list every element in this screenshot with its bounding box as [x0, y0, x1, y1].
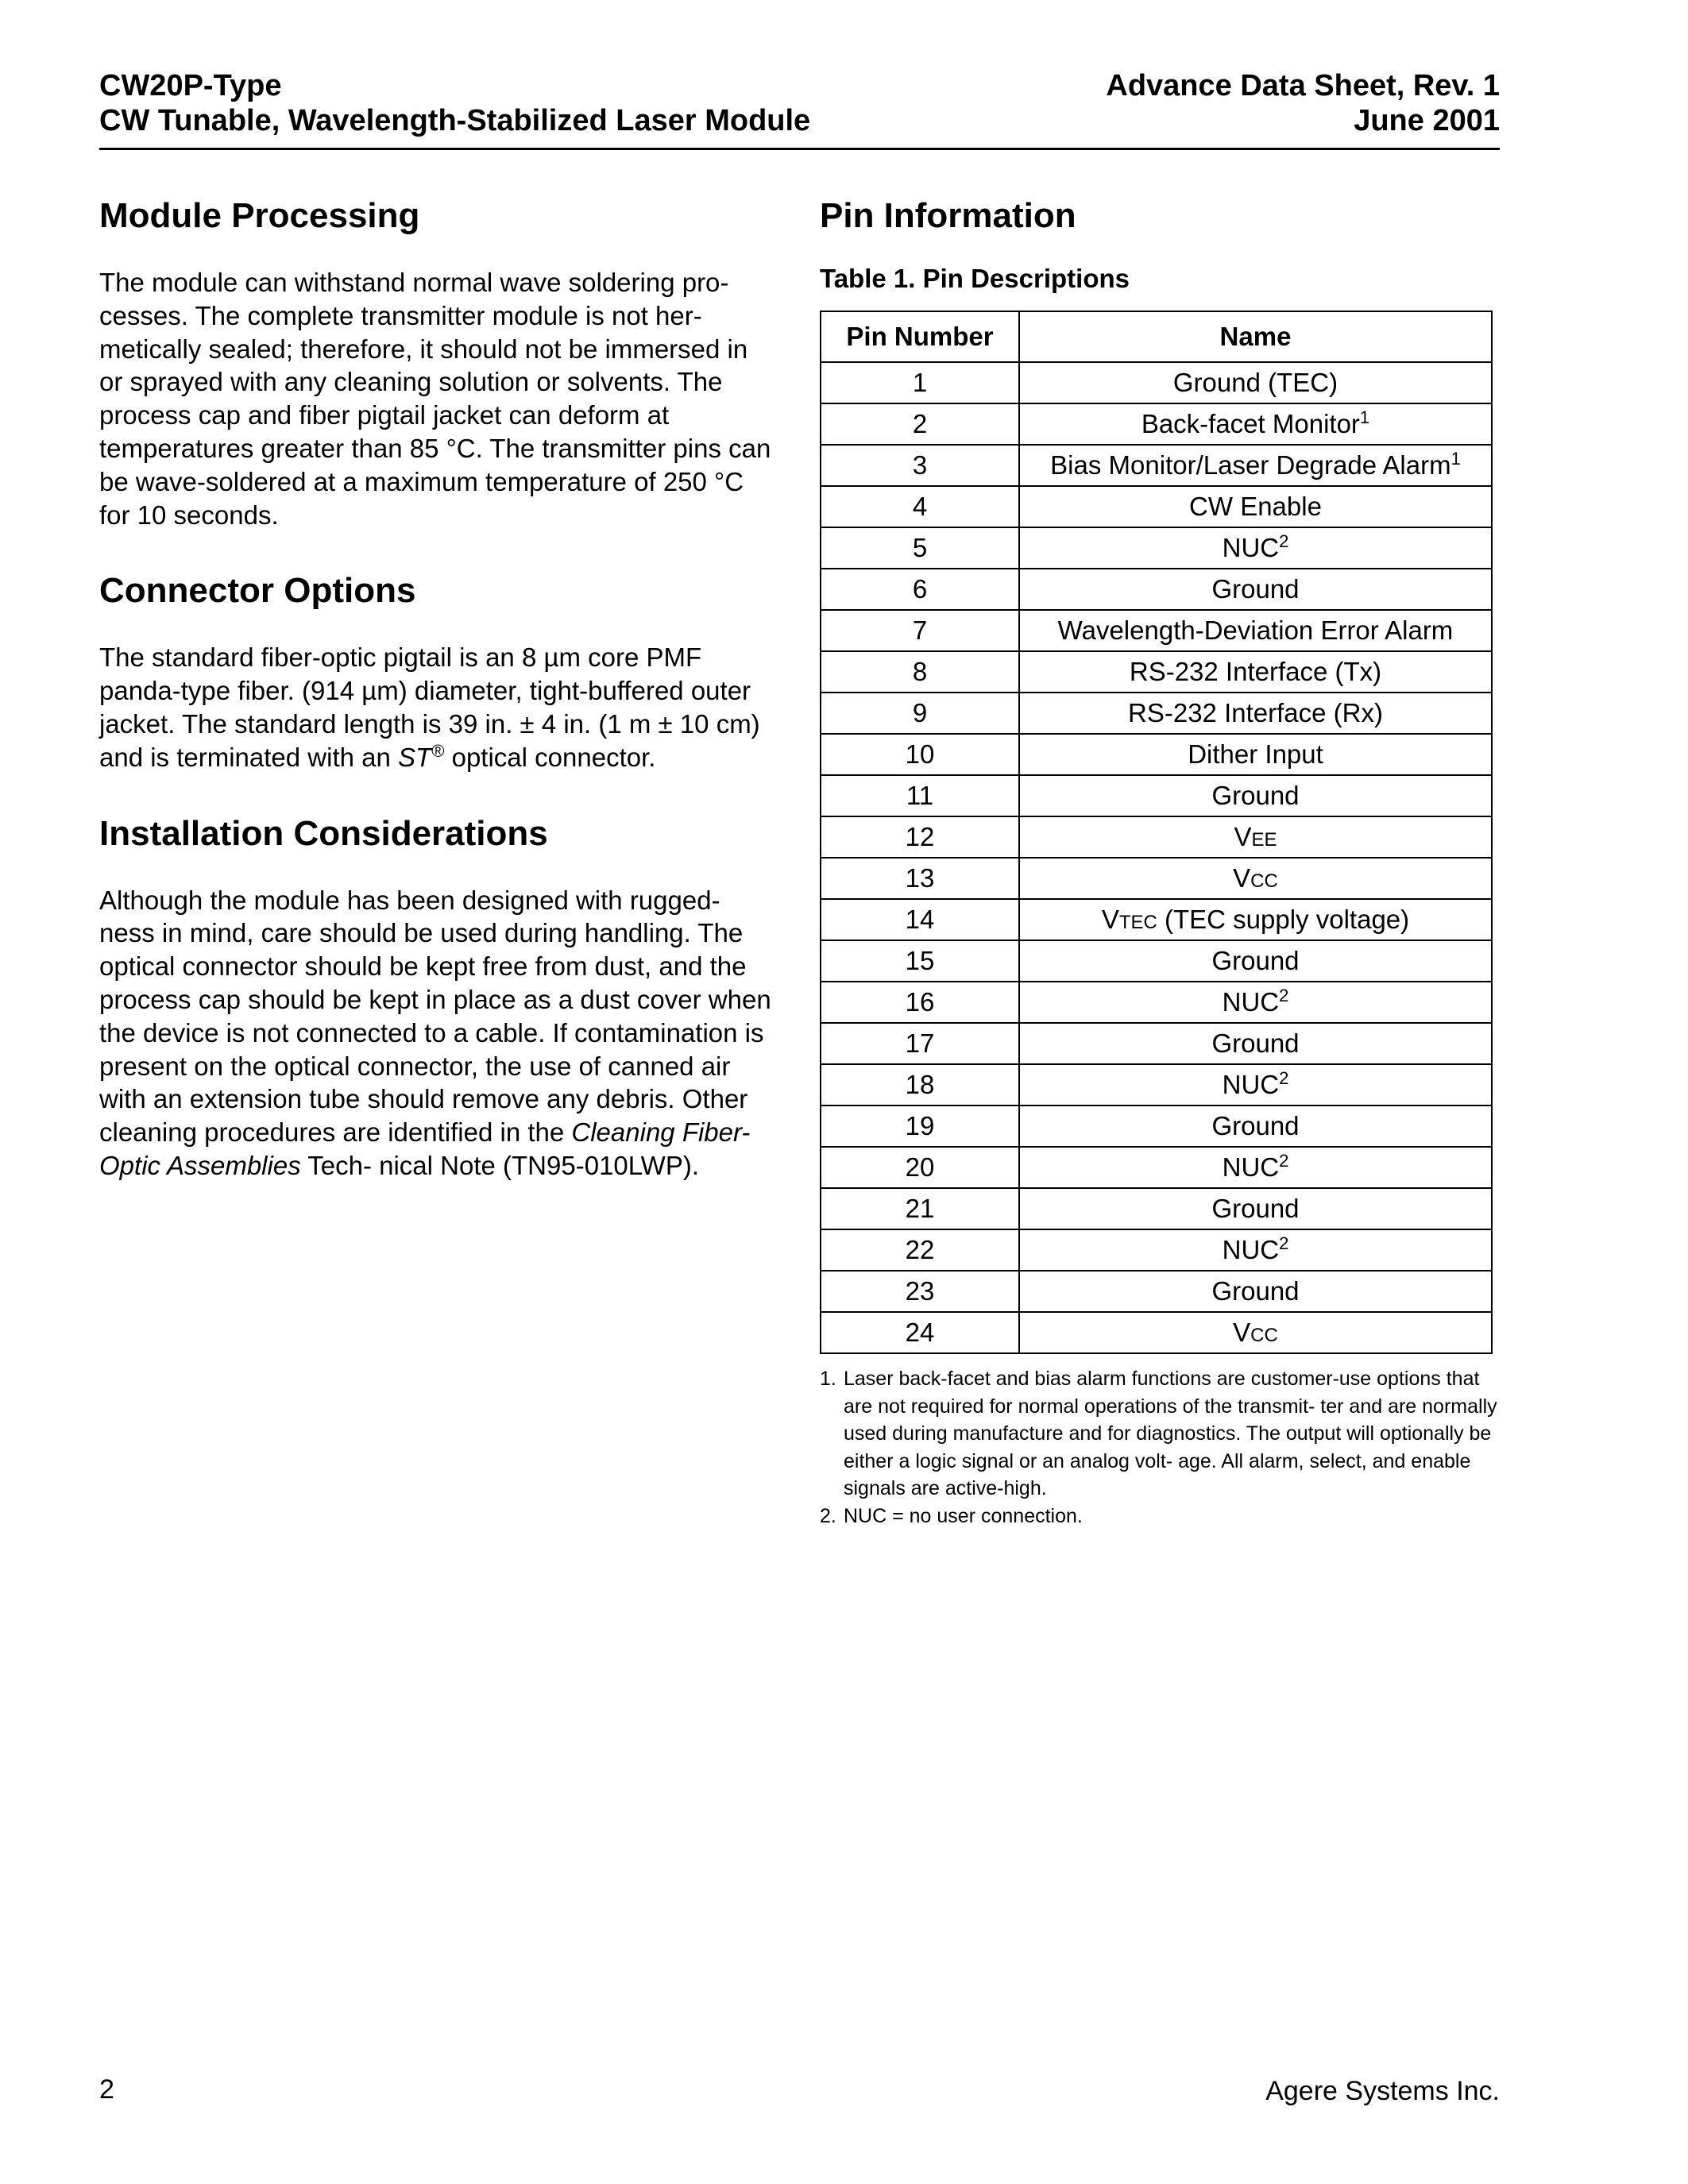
pin-name-cell: RS-232 Interface (Rx) — [1019, 693, 1492, 734]
document-date: June 2001 — [1354, 104, 1500, 137]
pin-number-cell: 2 — [821, 403, 1019, 445]
pin-number-cell: 21 — [821, 1188, 1019, 1229]
table-row — [821, 982, 1492, 1023]
technical-note-title: Cleaning Fiber-Optic Assemblies — [99, 1117, 751, 1180]
pin-name-cell: NUC$^2$ — [1019, 1229, 1492, 1271]
table-row — [821, 1147, 1492, 1188]
pin-number-cell: 13 — [821, 858, 1019, 899]
installation-heading: Installation Considerations — [99, 813, 548, 853]
product-type: CW20P-Type — [99, 69, 282, 102]
pin-information-heading: Pin Information — [820, 196, 1076, 235]
table-caption: Table 1. Pin Descriptions — [820, 264, 1130, 293]
pin-name-cell: Ground — [1019, 1023, 1492, 1064]
pin-number-cell: 22 — [821, 1229, 1019, 1271]
connector-options-text: The standard fiber-optic pigtail is an 8 µm core PMF panda-type fiber. (914 µm) diameter, tight-buffered outer jacket. The standard length is 39 in. ± 4 in. (1 m ± 10 cm) and is terminated with an ST® optical connector. — [99, 642, 760, 772]
table-row — [821, 1023, 1492, 1064]
pin-name-cell: Dither Input — [1019, 734, 1492, 775]
pin-name-cell: VTEC (TEC supply voltage) — [1019, 899, 1492, 940]
pin-number-cell: 7 — [821, 610, 1019, 651]
right-column — [820, 195, 1500, 1530]
pin-number-cell: 8 — [821, 651, 1019, 693]
table-row — [821, 445, 1492, 486]
pin-name-cell: Ground — [1019, 940, 1492, 982]
table-row — [821, 940, 1492, 982]
table-row — [821, 362, 1492, 403]
table-row — [821, 1064, 1492, 1106]
pin-name-cell: NUC$^2$ — [1019, 982, 1492, 1023]
installation-text: Although the module has been designed with rugged- ness in mind, care should be used during handling. The optical connector should be kept free from dust, and the process cap should be kept in place as a dust cover when the device is not connected to a cable. If contamination is present on the optical connector, the use of canned air with an extension tube should remove any debris. Other cleaning procedures are identified in the Cleaning Fiber-Optic Assemblies Tech- nical Note (TN95-010LWP). — [99, 885, 771, 1180]
column-header-pin: Pin Number — [821, 311, 1019, 362]
pin-number-cell: 23 — [821, 1271, 1019, 1312]
pin-name-cell: Ground — [1019, 1271, 1492, 1312]
pin-number-cell: 16 — [821, 982, 1019, 1023]
pin-name-cell: Ground — [1019, 775, 1492, 816]
table-row — [821, 403, 1492, 445]
footnote: 2. NUC = no user connection. — [820, 1504, 1083, 1527]
pin-number-cell: 1 — [821, 362, 1019, 403]
pin-name-cell: Back-facet Monitor$^1$ — [1019, 403, 1492, 445]
header-left — [99, 68, 810, 138]
pin-number-cell: 4 — [821, 486, 1019, 527]
module-processing-text: The module can withstand normal wave soldering pro- cesses. The complete transmitter module is not her- metically sealed; therefore, it should not be immersed in or sprayed with any cleaning solution or solvents. The process cap and fiber pigtail jacket can deform at temperatures greater than 85 °C. The transmitter pins can be wave-soldered at a maximum temperature of 250 °C for 10 seconds. — [99, 268, 771, 530]
pin-number-cell: 19 — [821, 1106, 1019, 1147]
company-name: Agere Systems Inc. — [1265, 2076, 1500, 2106]
footnote: 1. Laser back-facet and bias alarm functions are customer-use options that are not required for normal operations of the transmit- ter and are normally used during manufacture and for diagnostics. The output will optionally be either a logic signal or an analog volt- age. All alarm, select, and enable signals are active-high. — [820, 1368, 1497, 1499]
table-row — [821, 1188, 1492, 1229]
table-row — [821, 1312, 1492, 1353]
pin-name-cell: CW Enable — [1019, 486, 1492, 527]
header-right — [1106, 68, 1500, 138]
pin-name-cell: RS-232 Interface (Tx) — [1019, 651, 1492, 693]
table-row — [821, 693, 1492, 734]
table-row — [821, 527, 1492, 569]
column-header-name: Name — [1019, 311, 1492, 362]
pin-number-cell: 6 — [821, 569, 1019, 610]
table-row — [821, 858, 1492, 899]
pin-name-cell: Ground — [1019, 1188, 1492, 1229]
pin-number-cell: 20 — [821, 1147, 1019, 1188]
table-row — [821, 899, 1492, 940]
table-row — [821, 651, 1492, 693]
pin-name-cell: NUC$^2$ — [1019, 1064, 1492, 1106]
pin-number-cell: 14 — [821, 899, 1019, 940]
page-number: 2 — [99, 2074, 114, 2105]
table-footnotes — [820, 1365, 1500, 1530]
table-row — [821, 775, 1492, 816]
pin-name-cell: Bias Monitor/Laser Degrade Alarm$^1$ — [1019, 445, 1492, 486]
pin-number-cell: 3 — [821, 445, 1019, 486]
table-header-row — [821, 311, 1492, 362]
pin-number-cell: 15 — [821, 940, 1019, 982]
document-revision: Advance Data Sheet, Rev. 1 — [1106, 69, 1500, 102]
pin-name-cell: VCC — [1019, 1312, 1492, 1353]
table-row — [821, 569, 1492, 610]
pin-number-cell: 10 — [821, 734, 1019, 775]
pin-number-cell: 12 — [821, 816, 1019, 858]
product-title: CW Tunable, Wavelength-Stabilized Laser Module — [99, 104, 811, 137]
pin-name-cell: VCC — [1019, 858, 1492, 899]
pin-number-cell: 17 — [821, 1023, 1019, 1064]
connector-options-heading: Connector Options — [99, 571, 416, 611]
table-row — [821, 734, 1492, 775]
pin-number-cell: 24 — [821, 1312, 1019, 1353]
pin-descriptions-table — [820, 311, 1493, 1354]
pin-name-cell: Ground — [1019, 1106, 1492, 1147]
pin-name-cell: VEE — [1019, 816, 1492, 858]
pin-name-cell: Wavelength-Deviation Error Alarm — [1019, 610, 1492, 651]
pin-number-cell: 11 — [821, 775, 1019, 816]
table-row — [821, 1106, 1492, 1147]
table-row — [821, 816, 1492, 858]
pin-name-cell: Ground — [1019, 569, 1492, 610]
table-row — [821, 1229, 1492, 1271]
pin-name-cell: NUC$^2$ — [1019, 527, 1492, 569]
table-row — [821, 610, 1492, 651]
pin-number-cell: 9 — [821, 693, 1019, 734]
pin-number-cell: 18 — [821, 1064, 1019, 1106]
pin-number-cell: 5 — [821, 527, 1019, 569]
table-row — [821, 486, 1492, 527]
table-row — [821, 1271, 1492, 1312]
pin-name-cell: Ground (TEC) — [1019, 362, 1492, 403]
left-column — [99, 195, 774, 1183]
header-divider — [99, 148, 1500, 150]
module-processing-heading: Module Processing — [99, 196, 420, 235]
pin-name-cell: NUC$^2$ — [1019, 1147, 1492, 1188]
